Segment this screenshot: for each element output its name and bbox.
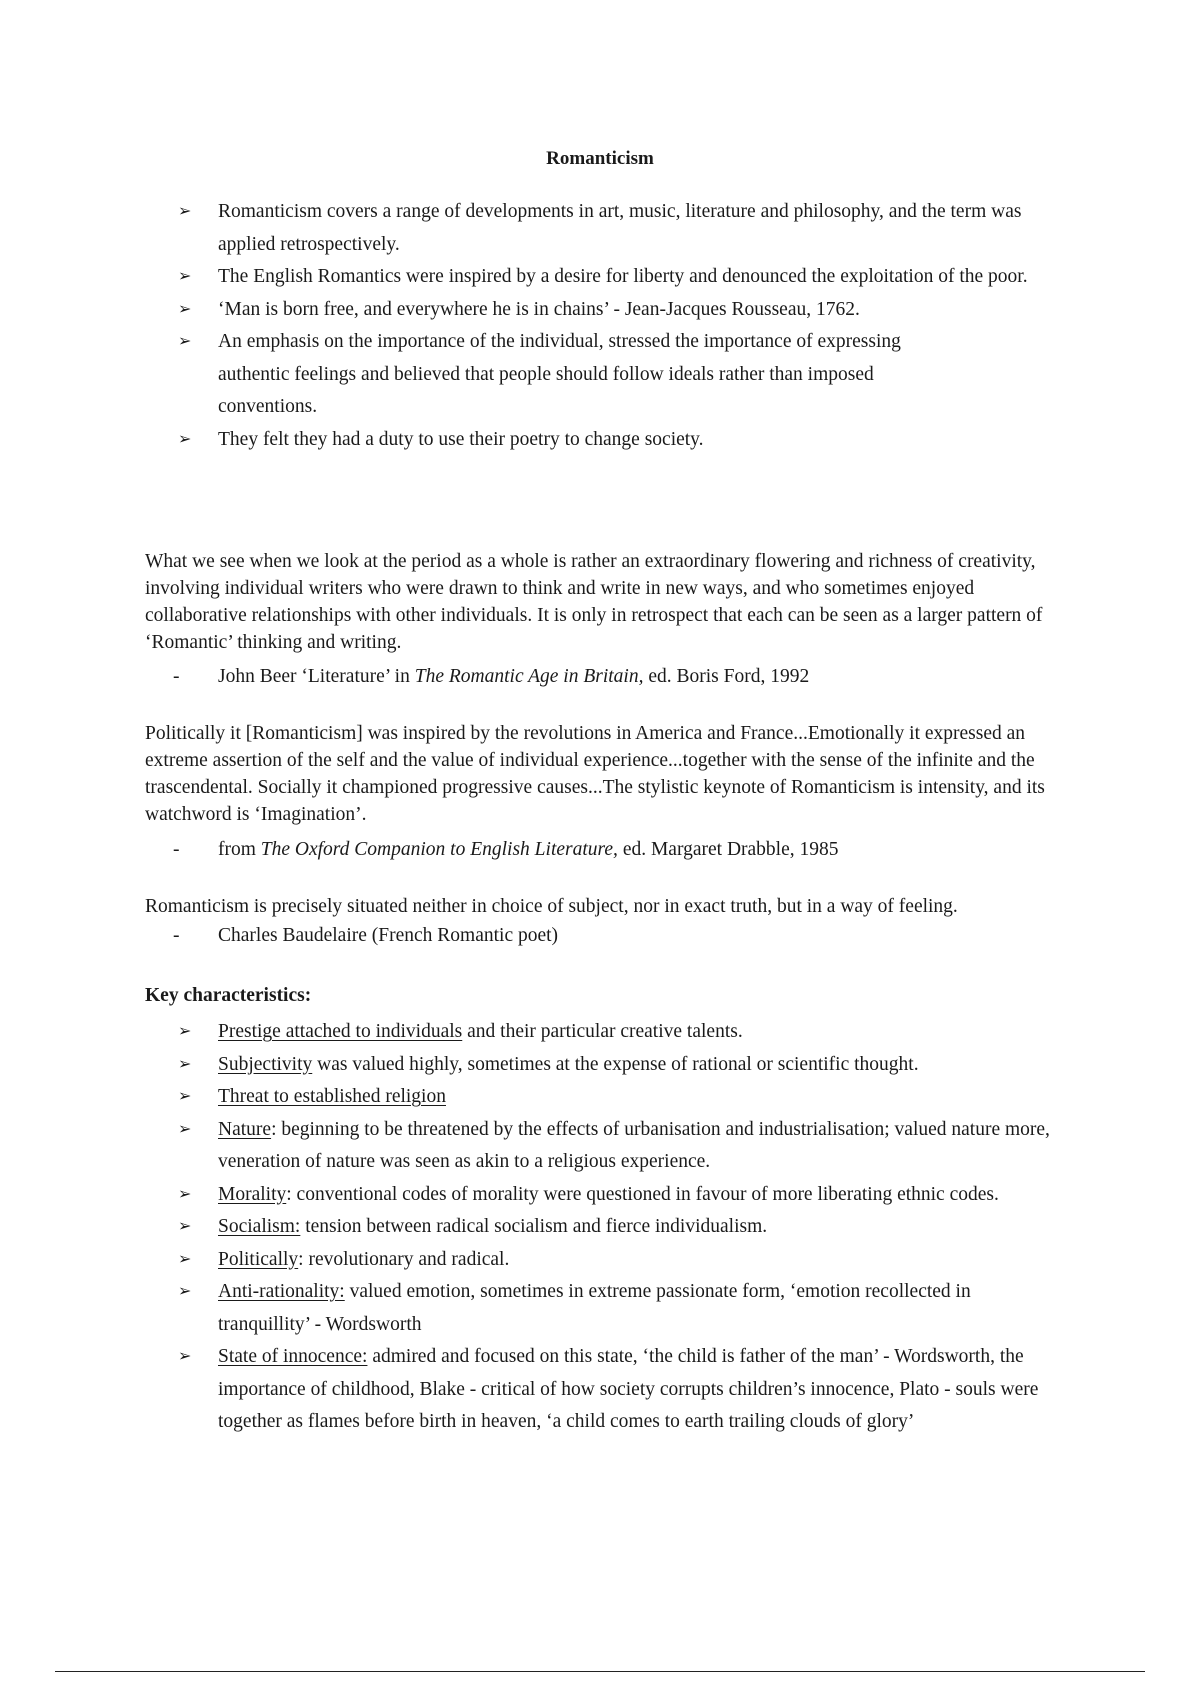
term: Subjectivity	[218, 1053, 313, 1075]
arrow-bullet-icon: ➢	[178, 1250, 192, 1268]
arrow-bullet-icon: ➢	[178, 300, 192, 318]
list-item: ➢ Morality: conventional codes of morality were questioned in favour of more liberating ethnic codes.	[178, 1179, 1058, 1212]
dash-bullet: -	[173, 839, 180, 860]
arrow-bullet-icon: ➢	[178, 1023, 192, 1040]
book-title: The Oxford Companion to English Literature,	[260, 839, 618, 860]
page-title: Romanticism	[546, 148, 654, 169]
list-item: ➢ Politically: revolutionary and radical.	[178, 1244, 1058, 1277]
term: Threat to established religion	[218, 1086, 446, 1107]
arrow-bullet-icon: ➢	[178, 1088, 192, 1105]
arrow-bullet-icon: ➢	[178, 1120, 192, 1138]
key-characteristics-list	[178, 1016, 1058, 1439]
arrow-bullet-icon: ➢	[178, 268, 192, 285]
list-item: ➢ Socialism: tension between radical socialism and fierce individualism.	[178, 1211, 1058, 1244]
list-item: ➢ State of innocence: admired and focused on this state, ‘the child is father of the man’ - Wordsworth, the importance of childhood, Blake - critical of how society corrupts children’s innocence, Plato - souls were together as flames before birth in heaven, ‘a child comes to earth trailing clouds of glory’	[178, 1341, 1058, 1439]
dash-bullet: -	[173, 666, 180, 687]
term: Nature	[218, 1118, 272, 1140]
footer-divider	[55, 1671, 1145, 1672]
list-item: ➢ Anti-rationality: valued emotion, sometimes in extreme passionate form, ‘emotion recollected in tranquillity’ - Wordsworth	[178, 1276, 1058, 1341]
arrow-bullet-icon: ➢	[178, 1348, 192, 1365]
quote-paragraph: Romanticism is precisely situated neither in choice of subject, nor in exact truth, but in a way of feeling.	[145, 896, 958, 917]
term: Anti-rationality:	[218, 1281, 345, 1302]
arrow-bullet-icon: ➢	[178, 430, 192, 448]
intro-bullet-list	[178, 196, 1058, 456]
arrow-bullet-icon: ➢	[178, 1055, 192, 1073]
arrow-bullet-icon: ➢	[178, 1283, 192, 1300]
term: Morality	[218, 1183, 287, 1205]
list-item	[178, 1081, 1058, 1114]
term: Prestige attached to individuals	[218, 1021, 463, 1042]
document-page: Romanticism ➢ Romanticism covers a range of developments in art, music, literature and philosophy, and the term was applied retrospectively. ➢ The English Romantics were inspired by a desire for liberty and denounced the exploitation of the poor. ➢ ‘Man is born free, and everywhere he is in chains’ - Jean-Jacques Rousseau, 1762. ➢ An emphasis on the importance of the individual, stressed the importance of expressing authentic feelings and believed that people should follow ideals rather than imposed conventions. ➢ They felt they had a duty to use their poetry to change society. What we see when we look at the period as a whole is rather an extraordinary flowering and richness of creativity, involving individual writers who were drawn to think and write in new ways, and who sometimes enjoyed collaborative relationships with other individuals. It is only in retrospect that each can be seen as a larger pattern of ‘Romantic’ thinking and writing. - John Beer ‘Literature’ in The Romantic Age in Britain, ed. Boris Ford, 1992 Politically it [Romanticism] was inspired by the revolutions in America and France...Emotionally it expressed an extreme assertion of the self and the value of individual experience...together with the sense of the infinite and the trascendental. Socially it championed progressive causes...The stylistic keynote of Romanticism is intensity, and its watchword is ‘Imagination’. - from The Oxford Companion to English Literature, ed. Margaret Drabble, 1985 Romanticism is precisely situated neither in choice of subject, nor in exact truth, but in a way of feeling. - Charles Baudelaire (French Romantic poet) Key characteristics: ➢ Prestige attached to individuals and their particular creative talents. ➢ Subjectivity was valued highly, sometimes at the expense of rational or scientific thought. ➢ Threat to established religion ➢ Nature: beginning to be threatened by the effects of urbanisation and industrialisation; valued nature more, veneration of nature was seen as akin to a religious experience. ➢ Morality: conventional codes of morality were questioned in favour of more liberating ethnic codes. ➢ Socialism: tension between radical socialism and fierce individualism. ➢ Politically: revolutionary and radical. ➢ Anti-rationality: valued emotion, sometimes in extreme passionate form, ‘emotion recollected in tranquillity’ - Wordsworth ➢ State of innocence: admired and focused on this state, ‘the child is father of the man’ - Wordsworth, the importance of childhood, Blake - critical of how society corrupts children’s innocence, Plato - souls were together as flames before birth in heaven, ‘a child comes to earth trailing clouds of glory’	[0, 0, 1200, 1700]
list-item: ➢ An emphasis on the importance of the individual, stressed the importance of expressing authentic feelings and believed that people should follow ideals rather than imposed conventions.	[178, 326, 1058, 424]
term: State of innocence:	[218, 1346, 368, 1367]
arrow-bullet-icon: ➢	[178, 333, 192, 350]
list-item: ➢ They felt they had a duty to use their poetry to change society.	[178, 424, 1058, 457]
quote-paragraph: What we see when we look at the period as a whole is rather an extraordinary flowering and richness of creativity, involving individual writers who were drawn to think and write in new ways, and who sometimes enjoyed collaborative relationships with other individuals. It is only in retrospect that each can be seen as a larger pattern of ‘Romantic’ thinking and writing.	[145, 551, 1043, 653]
term: Politically	[218, 1248, 299, 1270]
list-item: ➢ Romanticism covers a range of developments in art, music, literature and philosophy, and the term was applied retrospectively.	[178, 196, 1058, 261]
list-item: ➢ ‘Man is born free, and everywhere he is in chains’ - Jean-Jacques Rousseau, 1762.	[178, 294, 1058, 327]
list-item: ➢ Nature: beginning to be threatened by the effects of urbanisation and industrialisation; valued nature more, veneration of nature was seen as akin to a religious experience.	[178, 1114, 1058, 1179]
arrow-bullet-icon: ➢	[178, 1185, 192, 1203]
term: Socialism:	[218, 1216, 301, 1237]
arrow-bullet-icon: ➢	[178, 1218, 192, 1235]
list-item: ➢ Prestige attached to individuals and their particular creative talents.	[178, 1016, 1058, 1049]
dash-bullet: -	[173, 925, 180, 946]
key-characteristics-heading: Key characteristics:	[145, 985, 312, 1006]
arrow-bullet-icon: ➢	[178, 203, 192, 220]
list-item: ➢ Subjectivity was valued highly, sometimes at the expense of rational or scientific thought.	[178, 1049, 1058, 1082]
list-item: ➢ The English Romantics were inspired by a desire for liberty and denounced the exploitation of the poor.	[178, 261, 1058, 294]
quote-paragraph: Politically it [Romanticism] was inspired by the revolutions in America and France...Emotionally it expressed an extreme assertion of the self and the value of individual experience...together with the sense of the infinite and the trascendental. Socially it championed progressive causes...The stylistic keynote of Romanticism is intensity, and its watchword is ‘Imagination’.	[145, 723, 1045, 825]
book-title: The Romantic Age in Britain,	[414, 666, 644, 687]
